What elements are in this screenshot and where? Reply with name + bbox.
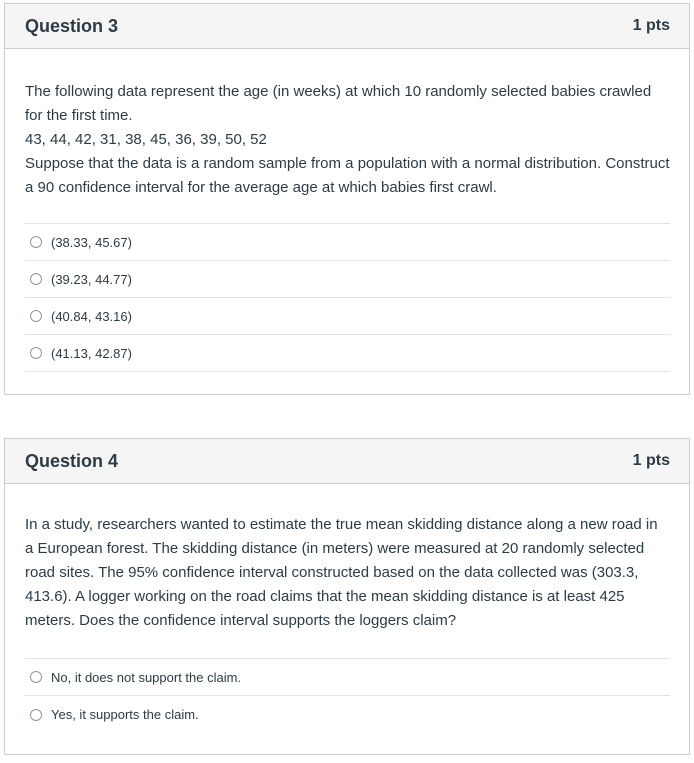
answer-label: No, it does not support the claim.	[51, 669, 242, 685]
question-header	[5, 4, 689, 49]
answer-label: (38.33, 45.67)	[51, 234, 132, 250]
radio-button[interactable]	[30, 347, 42, 359]
answer-label: (40.84, 43.16)	[51, 308, 132, 324]
radio-button[interactable]	[30, 671, 42, 683]
question-text-line: The following data represent the age (in weeks) at which 10 randomly selected babies crawled for the first time.	[25, 83, 652, 124]
question-title: Question 4	[25, 450, 119, 471]
answer-label: Yes, it supports the claim.	[51, 707, 199, 722]
question-body	[5, 49, 689, 372]
answer-option[interactable]	[25, 659, 670, 696]
question-4-card	[4, 438, 690, 755]
question-header	[5, 439, 689, 484]
question-points: 1 pts	[632, 17, 670, 34]
answer-label: (41.13, 42.87)	[51, 345, 132, 361]
answer-option[interactable]	[25, 224, 670, 261]
radio-button[interactable]	[30, 310, 42, 322]
radio-button[interactable]	[30, 709, 42, 721]
question-text-line: In a study, researchers wanted to estimate the true mean skidding distance along a new road in a European forest. The skidding distance (in meters) were measured at 20 randomly selected road sites. The 95% confidence interval constructed based on the data collected was (303.3, 413.6). A logger working on the road claims that the mean skidding distance is at least 425 meters. Does the confidence interval supports the loggers claim?	[25, 516, 658, 629]
question-points: 1 pts	[632, 452, 670, 469]
question-text	[25, 484, 670, 633]
answer-option[interactable]	[25, 696, 670, 733]
question-text-line: Suppose that the data is a random sample from a population with a normal distribution. Construct a 90 confidence interval for the average age at which babies first crawl.	[25, 155, 670, 196]
answer-option[interactable]	[25, 261, 670, 298]
question-title: Question 3	[25, 15, 119, 36]
radio-button[interactable]	[30, 273, 42, 285]
answer-label: (39.23, 44.77)	[51, 271, 132, 287]
question-body	[5, 484, 689, 733]
radio-button[interactable]	[30, 236, 42, 248]
question-3-card	[4, 3, 690, 395]
question-text	[25, 49, 670, 200]
question-text-line: 43, 44, 42, 31, 38, 45, 36, 39, 50, 52	[25, 131, 267, 148]
answer-option[interactable]	[25, 335, 670, 372]
answer-list	[25, 658, 670, 733]
answer-list	[25, 223, 670, 372]
answer-option[interactable]	[25, 298, 670, 335]
